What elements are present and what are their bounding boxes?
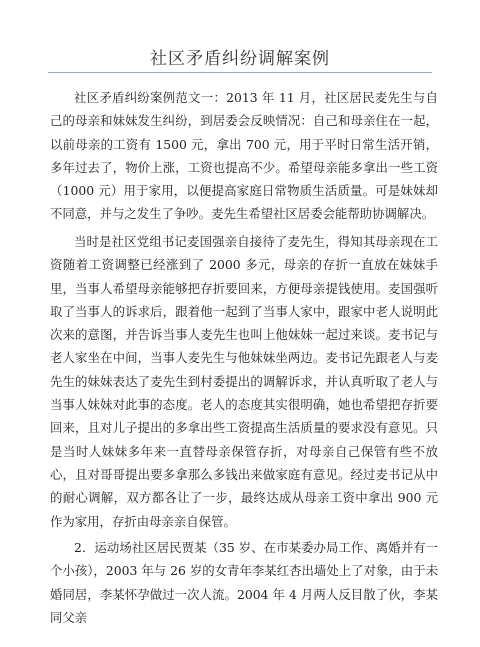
paragraph-1: 社区矛盾纠纷案例范文一：2013 年 11 月，社区居民麦先生与自己的母亲和妹妹发生纠纷，到居委会反映情况：自己和母亲住在一起，以前母亲的工资有 1500 元，拿出 700 元，用于平时日常生活开销，多年过去了，物价上涨，工资也提高不少。希望母亲能多拿出一些工资（1000 元）用于家用，以便提高家庭日常物质生活质量。可是妹妹却不同意，并与之发生了争吵。麦先生希望社区居委会能帮助协调解决。 xyxy=(50,90,438,222)
document-title: 社区矛盾纠纷调解案例 xyxy=(150,49,330,69)
paragraph-2: 当时是社区党组书记麦国强亲自接待了麦先生，得知其母亲现在工资随着工资调整已经涨到了 2000 多元，母亲的存折一直放在妹妹手里，当事人希望母亲能够把存折要回来，方便母亲提钱使用。麦国强听取了当事人的诉求后，跟着他一起到了当事人家中，跟家中老人说明此次来的意图，并告诉当事人麦先生也叫上他妹妹一起过来谈。麦书记与老人家坐在中间，当事人麦先生与他妹妹坐两边。麦书记先跟老人与麦先生的妹妹表达了麦先生到村委提出的调解诉求，并认真听取了老人与当事人妹妹对此事的态度。老人的态度其实很明确，她也希望把存折要回来，且对儿子提出的多拿出些工资提高生活质量的要求没有意见。只是当时人妹妹多年来一直替母亲保管存折，对母亲自己保管有些不放心，且对哥哥提出要多拿那么多钱出来做家庭有意见。经过麦书记从中的耐心调解，双方都各让了一步，最终达成从母亲工资中拿出 900 元作为家用，存折由母亲亲自保管。 xyxy=(50,234,438,529)
title-divider xyxy=(48,72,432,73)
paragraph-3: 2．运动场社区居民贾某（35 岁、在市某委办局工作、离婚并有一个小孩），2003 年与 26 岁的女青年李某红杏出墙处上了对象，由于未婚同居，李某怀孕做过一次人流。2004 年 4 月两人反目散了伙，李某同父亲 xyxy=(50,540,438,625)
